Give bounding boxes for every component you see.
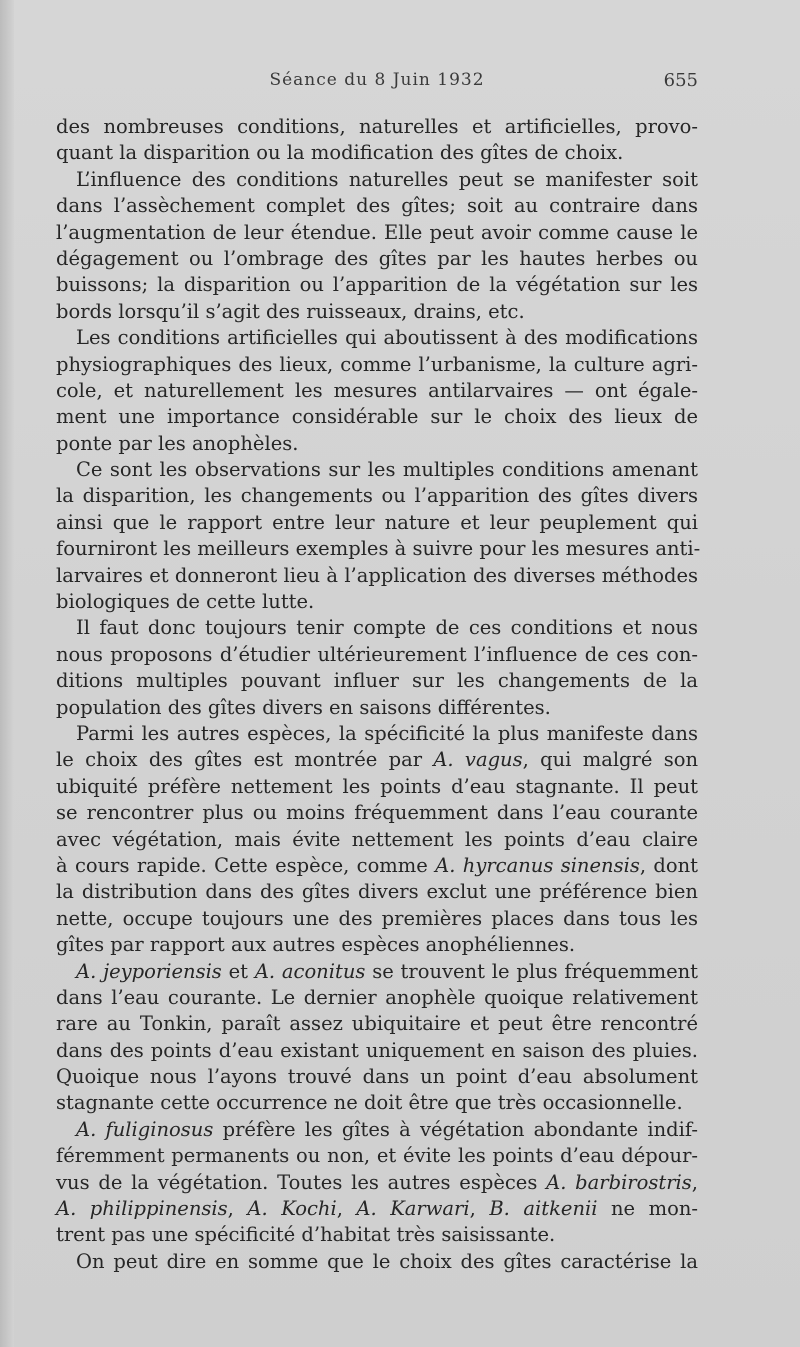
text-segment: ditions multiples pouvant influer sur les changements de la [56,669,698,693]
text-segment: quant la disparition ou la modification des gîtes de choix. [56,141,624,165]
text-line [56,167,698,193]
species-name: A. vagus [433,748,523,772]
text-segment: On peut dire en somme que le choix des gîtes caractérise la [76,1249,698,1273]
text-segment: population des gîtes divers en saisons différentes. [56,695,551,719]
species-name: B. aitkenii [489,1197,598,1221]
text-line [56,1196,698,1222]
text-line [56,1170,698,1196]
running-head: Séance du 8 Juin 1932 [269,70,485,90]
text-segment: Ce sont les observations sur les multiples conditions amenant [76,458,698,482]
text-segment: , [469,1197,490,1221]
text-line [56,1090,698,1116]
text-segment: physiographiques des lieux, comme l’urbanisme, la culture agri- [56,352,698,376]
text-line [56,1117,698,1143]
text-line [56,140,698,166]
text-line [56,536,701,562]
text-line [56,668,698,694]
text-line [56,220,698,246]
text-segment: ponte par les anophèles. [56,431,299,455]
text-line [56,800,698,826]
page-number: 655 [663,70,698,91]
text-segment: Il faut donc toujours tenir compte de ces conditions et nous [76,616,698,640]
text-segment: , [691,1170,698,1194]
text-line [56,510,698,536]
text-segment: l’augmentation de leur étendue. Elle peut avoir comme cause le [56,220,698,244]
body-text [56,114,701,1275]
text-segment: fourniront les meilleurs exemples à suivre pour les mesures anti- [56,537,701,561]
text-segment: rare au Tonkin, paraît assez ubiquitaire et peut être rencontré [56,1012,698,1036]
text-line [56,589,698,615]
species-name: A. Karwari [356,1197,470,1221]
text-segment: cole, et naturellement les mesures antilarvaires — ont égale- [56,378,698,402]
text-segment: se trouvent le plus fréquemment [365,959,698,983]
species-name: A. hyrcanus sinensis [435,853,640,877]
text-segment: Les conditions artificielles qui aboutissent à des modifications [76,326,698,350]
text-segment: , dont [639,853,699,877]
text-segment: dans l’assèchement complet des gîtes; soit au contraire dans [56,194,698,218]
text-line [56,114,698,140]
text-line [56,695,698,721]
page-edge-shadow [0,0,14,1347]
text-segment: , [336,1197,357,1221]
species-name: A. jeyporiensis [76,959,222,983]
text-segment: ne mon- [597,1197,698,1221]
text-line [56,1249,698,1275]
text-line [56,1222,698,1248]
text-segment: des nombreuses conditions, naturelles et artificielles, provo- [56,115,698,138]
species-name: A. philippinensis [56,1197,228,1221]
text-line [56,246,698,272]
text-segment: vus de la végétation. Toutes les autres espèces [56,1170,547,1194]
text-line [56,193,698,219]
text-line [56,747,698,773]
text-line [56,483,698,509]
text-segment: bords lorsqu’il s’agit des ruisseaux, drains, etc. [56,299,525,323]
text-line [56,932,698,958]
species-name: A. aconitus [254,959,366,983]
text-segment: nous proposons d’étudier ultérieurement l’influence de ces con- [56,642,698,666]
text-segment: , qui malgré son [522,748,699,772]
text-segment: biologiques de cette lutte. [56,590,315,614]
species-name: A. Kochi [247,1197,337,1221]
text-segment: avec végétation, mais évite nettement les points d’eau claire [56,827,698,851]
text-segment: Parmi les autres espèces, la spécificité la plus manifeste dans [76,721,698,745]
text-line [56,325,698,351]
text-segment: stagnante cette occurrence ne doit être que très occasionnelle. [56,1091,683,1115]
text-segment: dans des points d’eau existant uniquement en saison des pluies. [56,1038,698,1062]
text-segment: trent pas une spécificité d’habitat très saisissante. [56,1223,556,1247]
text-line [56,272,698,298]
text-line [56,1011,698,1037]
text-segment: féremment permanents ou non, et évite les points d’eau dépour- [56,1144,698,1168]
text-line [56,985,698,1011]
text-line [56,959,698,985]
text-segment: ubiquité préfère nettement les points d’eau stagnante. Il peut [56,774,698,798]
page-header [56,70,698,100]
text-segment: L’influence des conditions naturelles peut se manifester soit [76,167,698,191]
text-segment: buissons; la disparition ou l’apparition de la végétation sur les [56,273,698,297]
text-segment: dégagement ou l’ombrage des gîtes par les hautes herbes ou [56,246,698,270]
text-line [56,563,698,589]
text-line [56,378,698,404]
text-line [56,906,698,932]
text-segment: Quoique nous l’ayons trouvé dans un point d’eau absolument [56,1065,698,1089]
text-line [56,827,698,853]
text-line [56,642,698,668]
text-segment: ainsi que le rapport entre leur nature et leur peuplement qui [56,510,698,534]
text-line [56,299,698,325]
species-name: A. fuliginosus [76,1117,214,1141]
text-segment: préfère les gîtes à végétation abondante indif- [213,1117,698,1141]
text-line [56,404,698,430]
text-line [56,1143,698,1169]
text-segment: la distribution dans des gîtes divers exclut une préférence bien [56,880,698,904]
text-line [56,853,698,879]
text-line [56,431,698,457]
text-segment: gîtes par rapport aux autres espèces anophéliennes. [56,933,576,957]
text-segment: dans l’eau courante. Le dernier anophèle quoique relativement [56,985,698,1009]
text-segment: se rencontrer plus ou moins fréquemment dans l’eau courante [56,801,698,825]
text-line [56,774,698,800]
text-segment: le choix des gîtes est montrée par [56,748,434,772]
text-line [56,721,698,747]
text-line [56,1038,698,1064]
text-segment: , [227,1197,248,1221]
text-segment: larvaires et donneront lieu à l’application des diverses méthodes [56,563,698,587]
text-segment: à cours rapide. Cette espèce, comme [56,853,436,877]
text-line [56,615,698,641]
text-line [56,1064,698,1090]
species-name: A. barbirostris [546,1170,692,1194]
text-segment: nette, occupe toujours une des premières places dans tous les [56,906,698,930]
text-segment: la disparition, les changements ou l’apparition des gîtes divers [56,484,698,508]
text-segment: ment une importance considérable sur le choix des lieux de [56,405,698,429]
text-line [56,879,698,905]
text-segment: et [221,959,255,983]
text-line [56,352,698,378]
text-line [56,457,698,483]
